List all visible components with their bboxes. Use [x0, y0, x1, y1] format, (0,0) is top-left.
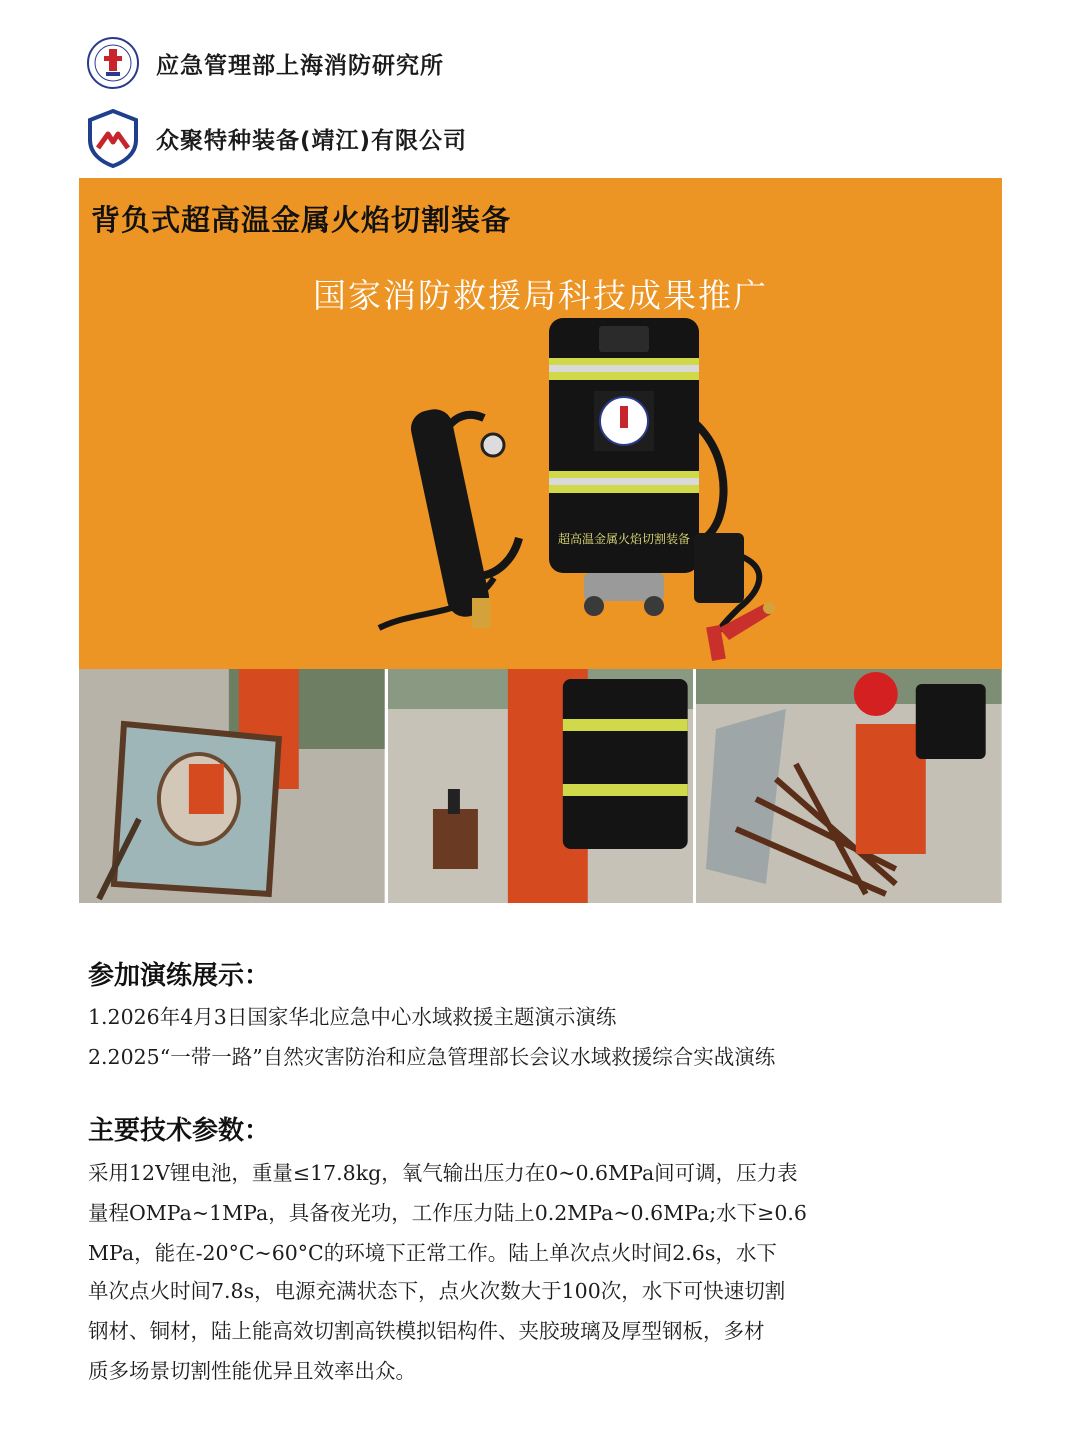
photo-steel-cutting: [388, 669, 694, 903]
photo-glass-cutting: [79, 669, 385, 903]
tech-params-line: MPa，能在-20°C~60°C的环境下正常工作。陆上单次点火时间2.6s，水下: [88, 1241, 777, 1265]
drills-heading: 参加演练展示：: [88, 961, 271, 991]
drill-photo-strip: [79, 669, 1002, 903]
backpack-cutting-equipment-image: [309, 308, 809, 669]
company-name: 众聚特种装备(靖江)有限公司: [156, 127, 468, 154]
org-header-company: [86, 108, 467, 168]
tech-params-line: 单次点火时间7.8s，电源充满状态下，点火次数大于100次，水下可快速切割: [88, 1279, 786, 1303]
banner-title: 背负式超高温金属火焰切割装备: [91, 203, 512, 237]
drill-item: 2.2025“一带一路”自然灾害防治和应急管理部长会议水域救援综合实战演练: [88, 1045, 776, 1069]
backpack-label-text: 超高温金属火焰切割装备: [557, 532, 691, 546]
research-institute-seal-icon: [86, 36, 140, 90]
org-header-research-institute: [86, 36, 444, 90]
tech-params-heading: 主要技术参数：: [88, 1116, 271, 1146]
product-banner: [79, 178, 1002, 669]
photo-rebar-cutting: [696, 669, 1002, 903]
drill-item: 1.2026年4月3日国家华北应急中心水域救援主题演示演练: [88, 1005, 617, 1029]
tech-params-line: 质多场景切割性能优异且效率出众。: [88, 1359, 416, 1383]
banner-subtitle: 国家消防救援局科技成果推广: [313, 276, 768, 315]
company-shield-logo-icon: [86, 108, 140, 168]
research-institute-name: 应急管理部上海消防研究所: [156, 52, 444, 79]
tech-params-line: 采用12V锂电池，重量≤17.8kg，氧气输出压力在0~0.6MPa间可调，压力表: [88, 1161, 798, 1185]
tech-params-line: 量程OMPa~1MPa，具备夜光功，工作压力陆上0.2MPa~0.6MPa;水下≥0.6: [88, 1201, 807, 1225]
tech-params-line: 钢材、铜材，陆上能高效切割高铁模拟铝构件、夹胶玻璃及厚型钢板，多材: [88, 1319, 765, 1343]
